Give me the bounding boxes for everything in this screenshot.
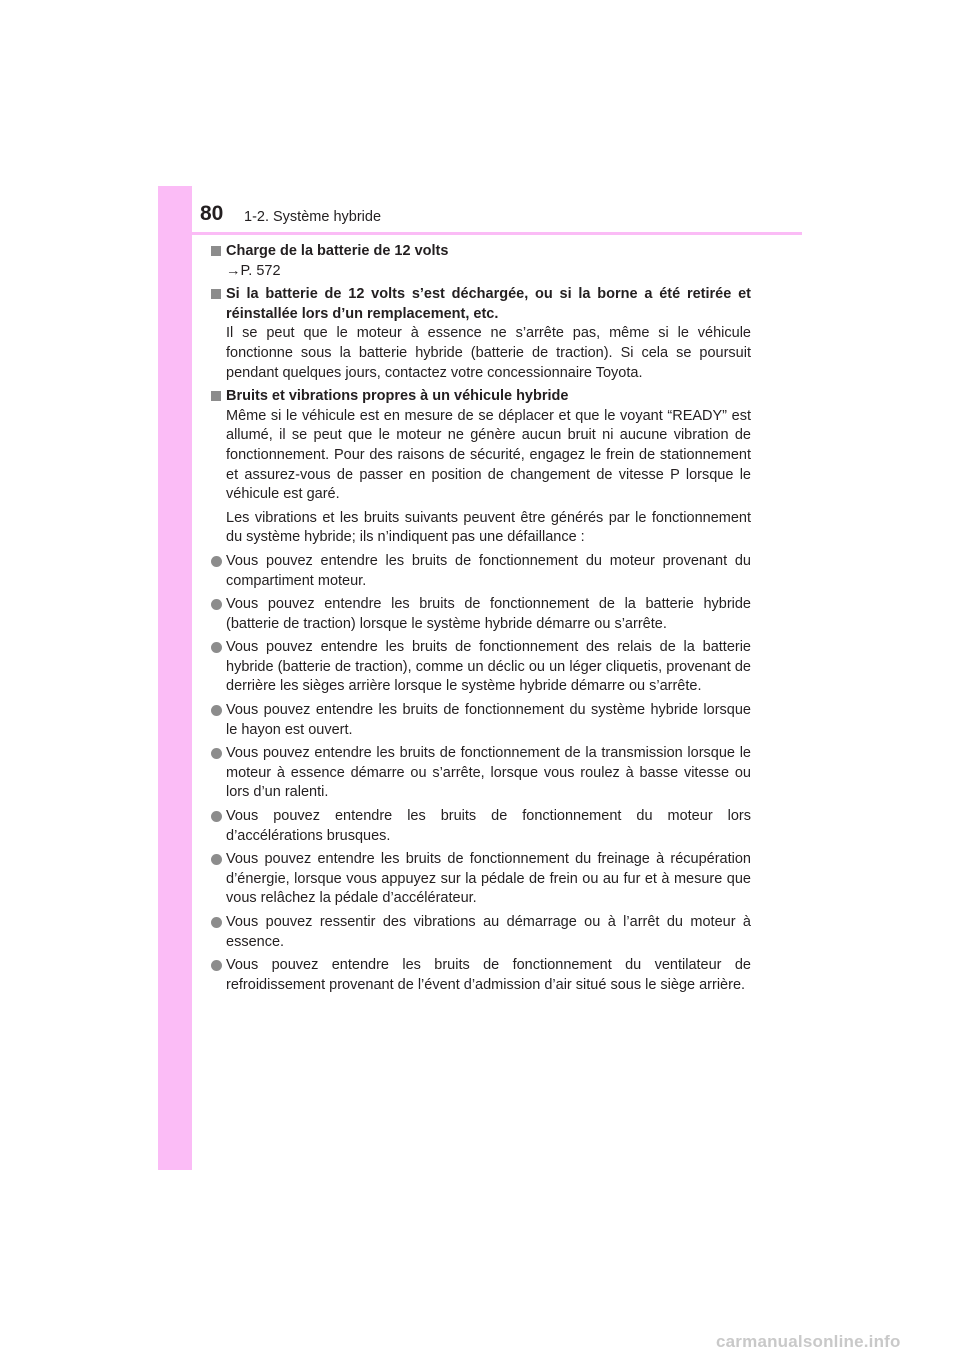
page-number: 80 — [200, 202, 224, 225]
list-item-text: Vous pouvez entendre les bruits de fonctionnement du freinage à récupération d’énergie, lorsque vous appuyez sur la pédale de frein ou au fur et à mesure que vous relâchez la pédale d’accélérateur. — [226, 851, 751, 907]
round-bullet-icon — [211, 854, 222, 865]
square-bullet-icon — [211, 391, 221, 401]
bullet-list — [210, 552, 751, 995]
section-heading — [210, 242, 751, 262]
page-reference-link[interactable]: →P. 572 — [226, 262, 281, 279]
list-item — [210, 595, 751, 634]
round-bullet-icon — [211, 642, 222, 653]
square-bullet-icon — [211, 246, 221, 256]
section-heading — [210, 387, 751, 407]
section-battery-charge — [210, 242, 751, 281]
round-bullet-icon — [211, 917, 222, 928]
list-item — [210, 956, 751, 995]
list-item — [210, 744, 751, 803]
section-battery-discharged — [210, 285, 751, 383]
list-item — [210, 850, 751, 909]
list-item — [210, 552, 751, 591]
list-item-text: Vous pouvez entendre les bruits de fonctionnement du moteur lors d’accélérations brusques. — [226, 808, 751, 844]
list-item — [210, 701, 751, 740]
round-bullet-icon — [211, 960, 222, 971]
heading-text: Bruits et vibrations propres à un véhicule hybride — [226, 388, 569, 405]
header-rule — [192, 232, 802, 235]
paragraph: Il se peut que le moteur à essence ne s’arrête pas, même si le véhicule fonctionne sous la batterie hybride (batterie de traction). Si cela se poursuit pendant quelques jours, contactez votre concessionnaire Toyota. — [226, 325, 751, 381]
list-item — [210, 638, 751, 697]
paragraph: Même si le véhicule est en mesure de se déplacer et que le voyant “READY” est allumé, il se peut que le moteur ne génère aucun bruit ni aucune vibration de fonctionnement. Pour des raisons de sécurité, engagez le frein de stationnement et assurez-vous de passer en position de changement de vitesse P lorsque le véhicule est garé. — [226, 407, 751, 503]
list-item-text: Vous pouvez entendre les bruits de fonctionnement du système hybride lorsque le hayon est ouvert. — [226, 702, 751, 738]
list-item-text: Vous pouvez entendre les bruits de fonctionnement de la batterie hybride (batterie de traction) lorsque le système hybride démarre ou s’arrête. — [226, 596, 751, 632]
list-item-text: Vous pouvez entendre les bruits de fonctionnement des relais de la batterie hybride (batterie de traction), comme un déclic ou un léger cliquetis, provenant de derrière les sièges arrière lorsque le système hybride démarre ou s’arrête. — [226, 639, 751, 695]
round-bullet-icon — [211, 599, 222, 610]
list-item-text: Vous pouvez entendre les bruits de fonctionnement du ventilateur de refroidissement provenant de l’évent d’admission d’air situé sous le siège arrière. — [226, 957, 751, 993]
heading-text: Charge de la batterie de 12 volts — [226, 243, 449, 259]
square-bullet-icon — [211, 289, 221, 299]
paragraph: Les vibrations et les bruits suivants peuvent être générés par le fonctionnement du système hybride; ils n’indiquent pas une défaillance : — [226, 509, 751, 546]
list-item-text: Vous pouvez entendre les bruits de fonctionnement de la transmission lorsque le moteur à essence démarre ou s’arrête, lorsque vous roulez à basse vitesse ou lors d’un ralenti. — [226, 745, 751, 801]
heading-text: Si la batterie de 12 volts s’est déchargée, ou si la borne a été retirée et réinstallée lors d’un remplacement, etc. — [226, 286, 751, 322]
chapter-title: 1-2. Système hybride — [244, 209, 382, 225]
watermark-text: carmanualsonline.info — [716, 1332, 901, 1351]
list-item-text: Vous pouvez entendre les bruits de fonctionnement du moteur provenant du compartiment moteur. — [226, 552, 751, 589]
round-bullet-icon — [211, 705, 222, 716]
side-color-band — [158, 186, 192, 1170]
page-content — [210, 242, 751, 999]
section-noises-vibrations — [210, 387, 751, 995]
round-bullet-icon — [211, 748, 222, 759]
round-bullet-icon — [211, 811, 222, 822]
list-item — [210, 807, 751, 846]
list-item — [210, 913, 751, 952]
round-bullet-icon — [211, 556, 222, 567]
list-item-text: Vous pouvez ressentir des vibrations au démarrage ou à l’arrêt du moteur à essence. — [226, 914, 751, 950]
section-heading — [210, 285, 751, 324]
